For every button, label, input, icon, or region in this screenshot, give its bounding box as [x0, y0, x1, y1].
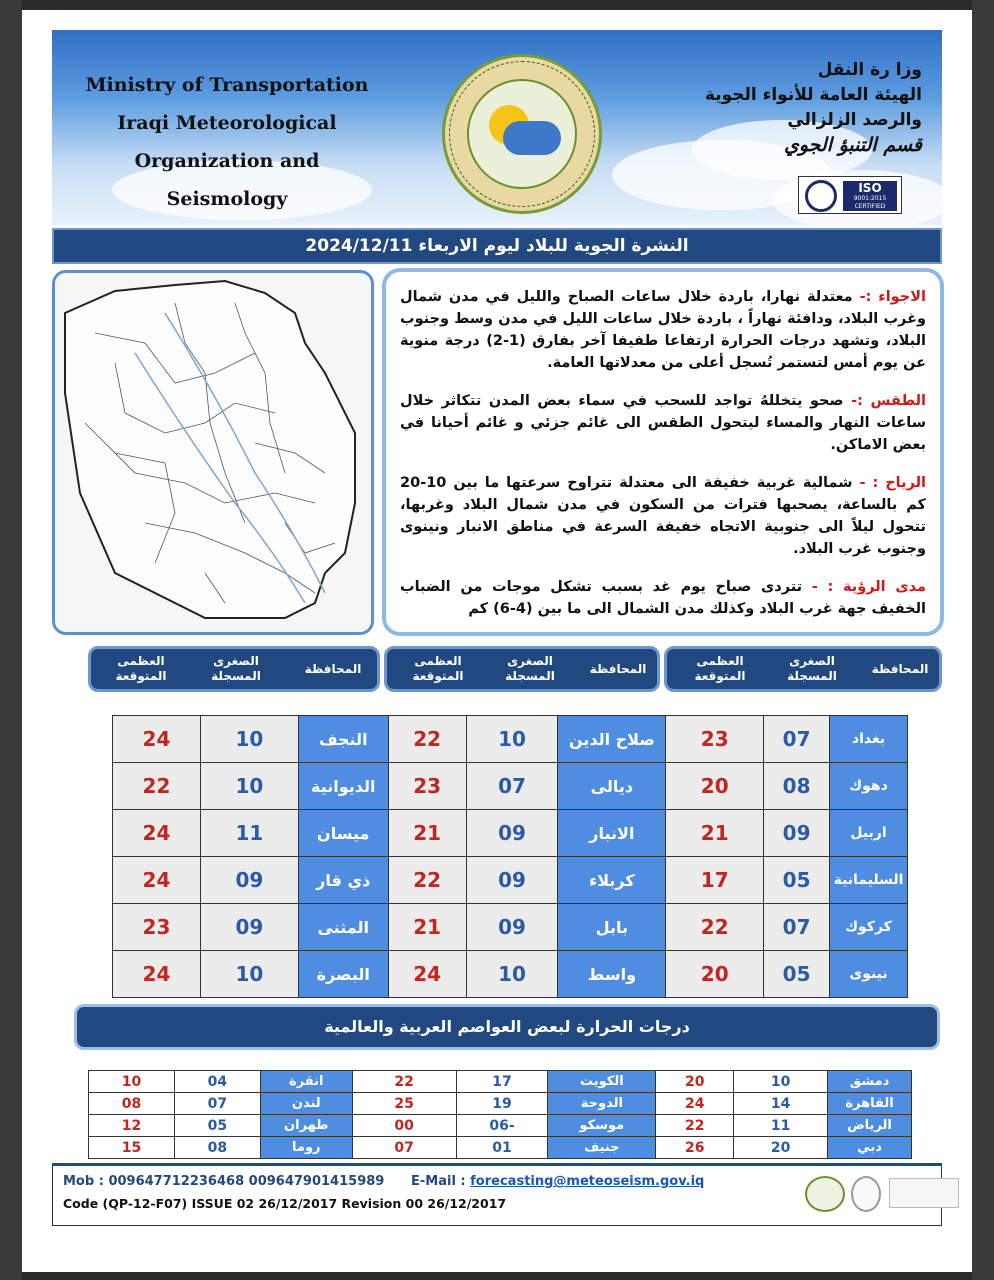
city-cell: الرياض [828, 1115, 912, 1137]
header-min: الصغرى المسجلة [505, 654, 555, 683]
dept-name-en [72, 218, 382, 225]
min-cell: 09 [764, 810, 830, 857]
min-cell: 10 [200, 951, 298, 998]
capitals-title: درجات الحرارة لبعض العواصم العربية والعالمية [74, 1004, 940, 1050]
min-cell: 04 [174, 1071, 260, 1093]
table-header-group-1 [664, 646, 942, 692]
max-cell: 24 [113, 951, 201, 998]
min-cell: 09 [466, 904, 558, 951]
footer [52, 1166, 942, 1226]
table-row [89, 1115, 912, 1137]
visibility-label: مدى الرؤية : - [811, 579, 926, 595]
header-max: العظمى المتوقعة [115, 654, 167, 683]
min-cell: 07 [466, 763, 558, 810]
max-cell: 24 [113, 716, 201, 763]
min-cell: 09 [200, 857, 298, 904]
province-cell: واسط [558, 951, 666, 998]
table-row [113, 810, 908, 857]
screen-edge-left [0, 0, 22, 1280]
province-cell: السليمانية [830, 857, 908, 904]
province-cell: نينوى [830, 951, 908, 998]
min-cell: 08 [764, 763, 830, 810]
min-cell: 10 [734, 1071, 828, 1093]
org-name-ar-2: والرصد الزلزالي [787, 110, 922, 130]
min-cell: 07 [764, 716, 830, 763]
iso-sub: 9001:2015 CERTIFIED [853, 195, 887, 210]
mobile-info [63, 1174, 384, 1189]
province-cell: ميسان [298, 810, 388, 857]
bulletin-title: النشرة الجوية للبلاد ليوم الاربعاء 2024/12/11 [52, 228, 942, 264]
header-max: العظمى المتوقعة [694, 654, 746, 683]
min-cell: 19 [456, 1093, 548, 1115]
table-row [113, 857, 908, 904]
header-banner [52, 30, 942, 225]
max-cell: 20 [656, 1071, 734, 1093]
wind-paragraph [400, 472, 926, 560]
weather-paragraph [400, 286, 926, 374]
partner-logo-icon [889, 1178, 959, 1208]
max-cell: 24 [656, 1093, 734, 1115]
max-cell: 24 [113, 810, 201, 857]
province-cell: ديالى [558, 763, 666, 810]
province-cell: البصرة [298, 951, 388, 998]
min-cell: 11 [200, 810, 298, 857]
min-cell: 05 [764, 951, 830, 998]
min-cell: 05 [174, 1115, 260, 1137]
max-cell: 21 [388, 810, 466, 857]
dept-name-ar: قسم التنبؤ الجوي [783, 134, 922, 156]
min-cell: 07 [174, 1093, 260, 1115]
min-cell: 09 [200, 904, 298, 951]
org-name-en-1: Iraqi Meteorological [117, 112, 337, 134]
province-cell: دهوك [830, 763, 908, 810]
province-cell: بغداد [830, 716, 908, 763]
table-row [113, 763, 908, 810]
city-cell: الكويت [548, 1071, 656, 1093]
province-cell: صلاح الدين [558, 716, 666, 763]
max-cell: 08 [89, 1093, 175, 1115]
ministry-name-ar: وزا رة النقل [817, 60, 922, 80]
city-cell: القاهرة [828, 1093, 912, 1115]
max-cell: 20 [666, 951, 764, 998]
city-cell: روما [260, 1137, 352, 1159]
org-name-ar-1: الهيئة العامة للأنواء الجوية [704, 85, 922, 105]
city-cell: انقرة [260, 1071, 352, 1093]
province-cell: كربلاء [558, 857, 666, 904]
bulletin-page [22, 10, 972, 1272]
iso-badge [798, 176, 902, 214]
province-cell: اربيل [830, 810, 908, 857]
weather-label: الاجواء :- [859, 289, 926, 305]
max-cell: 10 [89, 1071, 175, 1093]
city-cell: موسكو [548, 1115, 656, 1137]
min-cell: 08 [174, 1137, 260, 1159]
certificate-icon [851, 1176, 881, 1212]
max-cell: 23 [388, 763, 466, 810]
city-cell: دبي [828, 1137, 912, 1159]
city-cell: الدوحة [548, 1093, 656, 1115]
ministry-name-en: Ministry of Transportation [85, 74, 369, 96]
max-cell: 21 [666, 810, 764, 857]
sky-text: صحو يتخللهُ تواجد للسحب في سماء بعض المدن تتكاثر خلال ساعات النهار والمساء ليتحول الطقس الى غائم جزئي و غائم أحيانا في بعض الاماكن. [400, 393, 926, 453]
table-row [113, 904, 908, 951]
max-cell: 24 [388, 951, 466, 998]
max-cell: 21 [388, 904, 466, 951]
iso-label: ISO [858, 181, 882, 195]
min-cell: 10 [200, 716, 298, 763]
min-cell: 20 [734, 1137, 828, 1159]
sky-paragraph [400, 390, 926, 456]
max-cell: 22 [388, 857, 466, 904]
check-icon [805, 180, 837, 212]
iraq-map [52, 270, 374, 635]
max-cell: 22 [666, 904, 764, 951]
email-info [411, 1174, 704, 1189]
max-cell: 26 [656, 1137, 734, 1159]
forecast-text-box [382, 268, 944, 636]
table-row [89, 1137, 912, 1159]
max-cell: 23 [666, 716, 764, 763]
min-cell: 07 [764, 904, 830, 951]
min-cell: 09 [466, 810, 558, 857]
org-name-en-2: Organization and Seismology [134, 150, 320, 210]
wind-label: الرياح : - [859, 475, 926, 491]
table-header-group-2 [384, 646, 660, 692]
screen-edge-right [972, 0, 994, 1280]
wind-text: شمالية غربية خفيفة الى معتدلة تتراوح سرعتها ما بين 10-20 كم بالساعة، يصحبها فترات من السكون في مدن شمال البلاد وغربها، تتحول ليلاً الى جنوبية الاتجاه خفيفة السرعة في مناطق الانبار ونينوى وجنوب غرب البلاد. [400, 475, 926, 557]
weather-text: معتدلة نهارا، باردة خلال ساعات الصباح والليل في مدن شمال وغرب البلاد، ودافئة نهاراً ، باردة خلال ساعات الليل في مدن وسط وجنوب البلاد، وتشهد درجات الحرارة ارتفاعا طفيفا آخر بفارق (1-2) درجة منوية عن يوم أمس لتستمر تُسجل أعلى من معدلاتها العامة. [400, 289, 926, 371]
visibility-text: تتردى صباح يوم غد بسبب تشكل موجات من الضباب الخفيف جهة غرب البلاد وكذلك مدن الشمال الى ما بين (4-6) كم [400, 579, 926, 617]
province-cell: كركوك [830, 904, 908, 951]
max-cell: 00 [352, 1115, 456, 1137]
header-min: الصغرى المسجلة [211, 654, 261, 683]
city-cell: لندن [260, 1093, 352, 1115]
min-cell: 01 [456, 1137, 548, 1159]
max-cell: 23 [113, 904, 201, 951]
max-cell: 25 [352, 1093, 456, 1115]
min-cell: 14 [734, 1093, 828, 1115]
province-cell: المثنى [298, 904, 388, 951]
min-cell: 11 [734, 1115, 828, 1137]
header-arabic [662, 58, 922, 158]
table-row [113, 951, 908, 998]
capitals-table [88, 1070, 912, 1159]
province-cell: بابل [558, 904, 666, 951]
min-cell: 10 [466, 716, 558, 763]
max-cell: 22 [388, 716, 466, 763]
max-cell: 20 [666, 763, 764, 810]
header-province: المحافظة [304, 662, 362, 676]
city-cell: طهران [260, 1115, 352, 1137]
header-min: الصغرى المسجلة [787, 654, 837, 683]
min-cell: 17 [456, 1071, 548, 1093]
province-cell: ذي قار [298, 857, 388, 904]
max-cell: 12 [89, 1115, 175, 1137]
max-cell: 17 [666, 857, 764, 904]
max-cell: 07 [352, 1137, 456, 1159]
mobile-numbers: 009647712236468 009647901415989 [108, 1174, 385, 1189]
max-cell: 15 [89, 1137, 175, 1159]
sky-label: الطقس :- [851, 393, 926, 409]
header-province: المحافظة [589, 662, 647, 676]
min-cell: 05 [764, 857, 830, 904]
min-cell: 09 [466, 857, 558, 904]
header-province: المحافظة [871, 662, 929, 676]
seal-icon [805, 1176, 845, 1212]
min-cell: 10 [200, 763, 298, 810]
province-cell: النجف [298, 716, 388, 763]
city-cell: جنيف [548, 1137, 656, 1159]
table-row [89, 1071, 912, 1093]
header-max: العظمى المتوقعة [412, 654, 464, 683]
table-header-group-3 [88, 646, 380, 692]
email-label: E-Mail : [411, 1174, 466, 1189]
city-cell: دمشق [828, 1071, 912, 1093]
min-cell: -06 [456, 1115, 548, 1137]
document-code: Code (QP-12-F07) ISSUE 02 26/12/2017 Revision 00 26/12/2017 [63, 1196, 507, 1211]
mobile-label: Mob : [63, 1174, 104, 1189]
max-cell: 22 [656, 1115, 734, 1137]
table-row [113, 716, 908, 763]
province-forecast-table [112, 715, 908, 998]
max-cell: 22 [113, 763, 201, 810]
min-cell: 10 [466, 951, 558, 998]
cloud-icon [503, 121, 561, 155]
max-cell: 22 [352, 1071, 456, 1093]
iraq-map-drawing [55, 273, 371, 632]
email-link[interactable]: forecasting@meteoseism.gov.iq [470, 1174, 705, 1189]
visibility-paragraph [400, 576, 926, 620]
table-row [89, 1093, 912, 1115]
max-cell: 24 [113, 857, 201, 904]
province-cell: الديوانية [298, 763, 388, 810]
organization-logo [442, 54, 602, 214]
header-english [72, 66, 382, 225]
province-cell: الانبار [558, 810, 666, 857]
